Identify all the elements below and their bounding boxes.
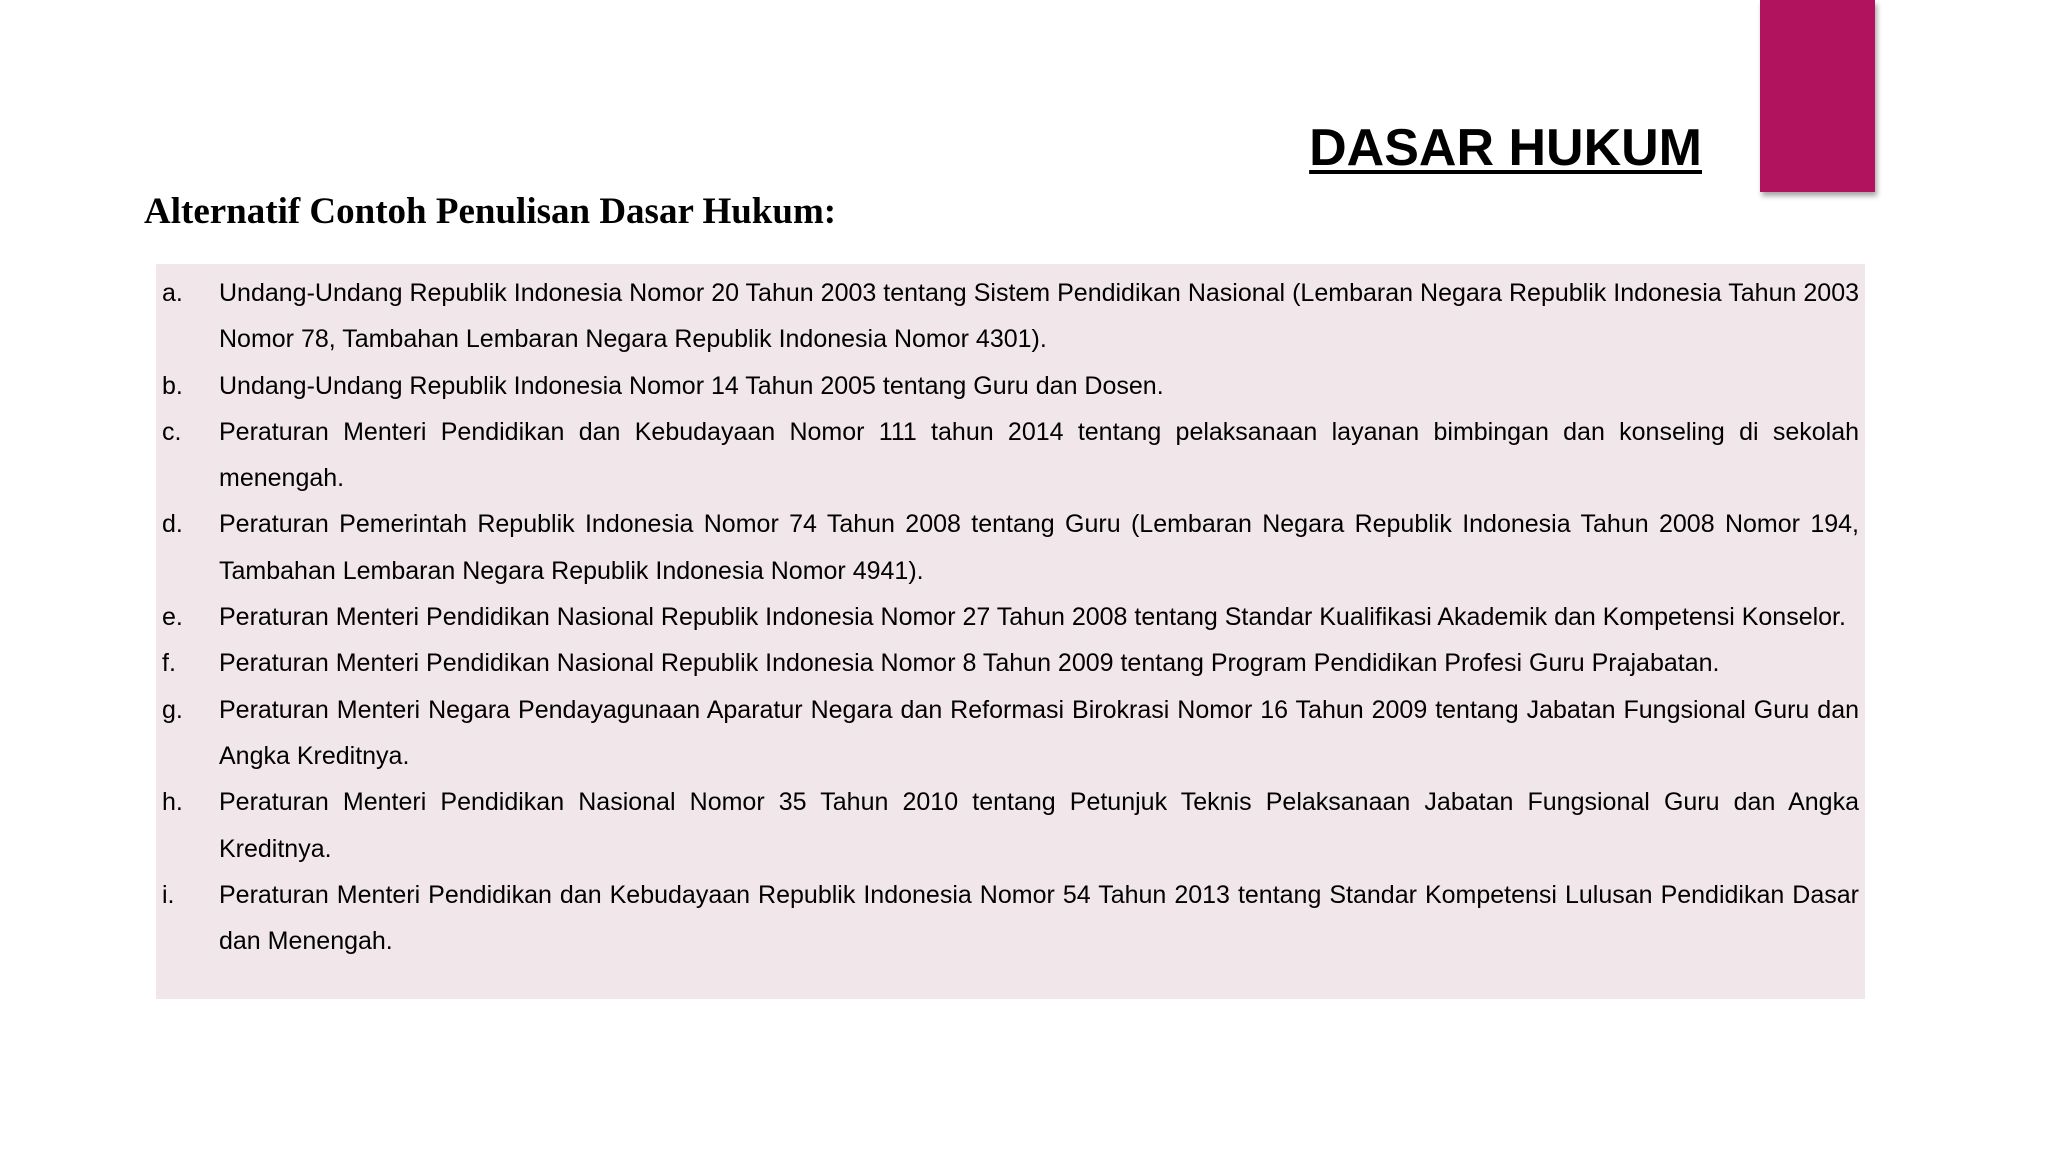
list-item-letter: g. [162, 695, 183, 724]
list-item-text: Peraturan Menteri Pendidikan dan Kebudayaan Nomor 111 tahun 2014 tentang pelaksanaan layanan bimbingan dan konseling di sekolah menengah. [219, 417, 1859, 493]
list-item [162, 872, 1859, 965]
list-item-letter: e. [162, 603, 183, 632]
list-item-text: Undang-Undang Republik Indonesia Nomor 20 Tahun 2003 tentang Sistem Pendidikan Nasional (Lembaran Negara Republik Indonesia Tahun 2003 Nomor 78, Tambahan Lembaran Negara Republik Indonesia Nomor 4301). [219, 279, 1859, 354]
list-item [162, 687, 1859, 780]
legal-basis-list [156, 264, 1865, 999]
list-item-letter: c. [162, 417, 182, 446]
list-item [162, 363, 1859, 409]
list-item [162, 779, 1859, 872]
list-item [162, 501, 1859, 594]
slide-subtitle: Alternatif Contoh Penulisan Dasar Hukum: [144, 191, 837, 232]
list-item-text: Peraturan Pemerintah Republik Indonesia Nomor 74 Tahun 2008 tentang Guru (Lembaran Negara Republik Indonesia Tahun 2008 Nomor 194, Tambahan Lembaran Negara Republik Indonesia Nomor 4941). [219, 510, 1859, 585]
list-item-letter: i. [162, 880, 175, 909]
list-item-text: Peraturan Menteri Negara Pendayagunaan Aparatur Negara dan Reformasi Birokrasi Nomor 16 Tahun 2009 tentang Jabatan Fungsional Guru dan Angka Kreditnya. [219, 695, 1859, 770]
accent-bar [1760, 0, 1875, 192]
list-item-letter: d. [162, 510, 183, 539]
list-item-text: Peraturan Menteri Pendidikan Nasional Republik Indonesia Nomor 8 Tahun 2009 tentang Program Pendidikan Profesi Guru Prajabatan. [219, 649, 1720, 678]
list-item-text: Peraturan Menteri Pendidikan Nasional Republik Indonesia Nomor 27 Tahun 2008 tentang Standar Kualifikasi Akademik dan Kompetensi Konselor. [219, 603, 1846, 632]
list-item-letter: b. [162, 371, 183, 400]
list-item-letter: a. [162, 279, 183, 307]
slide-title: DASAR HUKUM [1309, 119, 1702, 177]
list-item [162, 270, 1859, 363]
list-item-text: Undang-Undang Republik Indonesia Nomor 14 Tahun 2005 tentang Guru dan Dosen. [219, 371, 1164, 400]
list-item-letter: h. [162, 788, 183, 817]
list-item-text: Peraturan Menteri Pendidikan dan Kebudayaan Republik Indonesia Nomor 54 Tahun 2013 tentang Standar Kompetensi Lulusan Pendidikan Dasar dan Menengah. [219, 880, 1859, 956]
list-item [162, 409, 1859, 502]
list-item-letter: f. [162, 649, 176, 678]
list-item [162, 640, 1859, 686]
list-item-text: Peraturan Menteri Pendidikan Nasional Nomor 35 Tahun 2010 tentang Petunjuk Teknis Pelaksanaan Jabatan Fungsional Guru dan Angka Kreditnya. [219, 788, 1859, 863]
list-item [162, 594, 1859, 640]
